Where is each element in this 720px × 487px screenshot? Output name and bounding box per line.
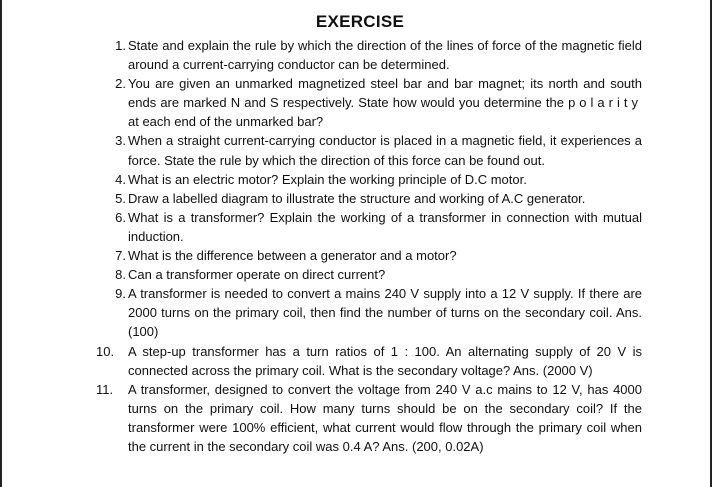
list-item <box>96 342 642 380</box>
question-text: A transformer is needed to convert a mains 240 V supply into a 12 V supply. If there are 2000 turns on the primary coil, then find the number of turns on the secondary coil. Ans. (100) <box>128 286 642 340</box>
question-text: A transformer, designed to convert the voltage from 240 V a.c mains to 12 V, has 4000 turns on the primary coil. How many turns should be on the secondary coil? If the transformer were 100% efficient, what current would flow through the primary coil when the current in the secondary coil was 0.4 A? Ans. (200, 0.02A) <box>128 381 642 454</box>
question-number: 9. <box>115 286 126 302</box>
page-title: EXERCISE <box>315 12 405 31</box>
exercise-list <box>96 36 642 456</box>
question-number: 6. <box>115 209 126 225</box>
list-item <box>100 36 642 74</box>
page-border-right <box>710 0 712 487</box>
question-number: 8. <box>115 267 126 283</box>
question-text: A step-up transformer has a turn ratios of 1 : 100. An alternating supply of 20 V is connected across the primary coil. What is the secondary voltage? Ans. (2000 V) <box>128 343 642 378</box>
list-item <box>100 131 642 169</box>
question-text-end: at each end of the unmarked bar? <box>128 114 324 130</box>
question-number: 10. <box>96 343 115 359</box>
list-item <box>100 208 642 246</box>
list-item <box>100 170 642 189</box>
list-item <box>100 246 642 265</box>
question-number: 3. <box>115 133 126 149</box>
question-number: 4. <box>115 171 126 187</box>
page-border-left <box>0 0 2 487</box>
question-text: You are given an unmarked magnetized steel bar and bar magnet; its north and south ends are marked N and S respectively. State how would you determine the <box>128 76 642 111</box>
question-text: When a straight current-carrying conductor is placed in a magnetic field, it experiences a force. State the rule by which the direction of this force can be found out. <box>128 133 642 168</box>
question-number: 11. <box>96 381 114 397</box>
list-item <box>100 284 642 341</box>
question-text: What is a transformer? Explain the working of a transformer in connection with mutual induction. <box>128 209 642 244</box>
list-item <box>100 189 642 208</box>
question-text: State and explain the rule by which the direction of the lines of force of the magnetic field around a current-carrying conductor can be determined. <box>128 38 642 73</box>
question-text-spaced-word: polarity <box>568 95 642 111</box>
question-text: What is the difference between a generator and a motor? <box>128 248 457 264</box>
question-number: 5. <box>115 190 126 206</box>
question-text: What is an electric motor? Explain the working principle of D.C motor. <box>128 171 527 187</box>
list-item <box>100 74 642 131</box>
question-number: 2. <box>115 76 126 92</box>
list-item <box>96 380 642 456</box>
question-number: 1. <box>115 38 126 53</box>
question-text: Draw a labelled diagram to illustrate the structure and working of A.C generator. <box>128 190 586 206</box>
question-text: Can a transformer operate on direct current? <box>128 267 386 283</box>
question-number: 7. <box>115 248 126 264</box>
list-item <box>100 265 642 284</box>
